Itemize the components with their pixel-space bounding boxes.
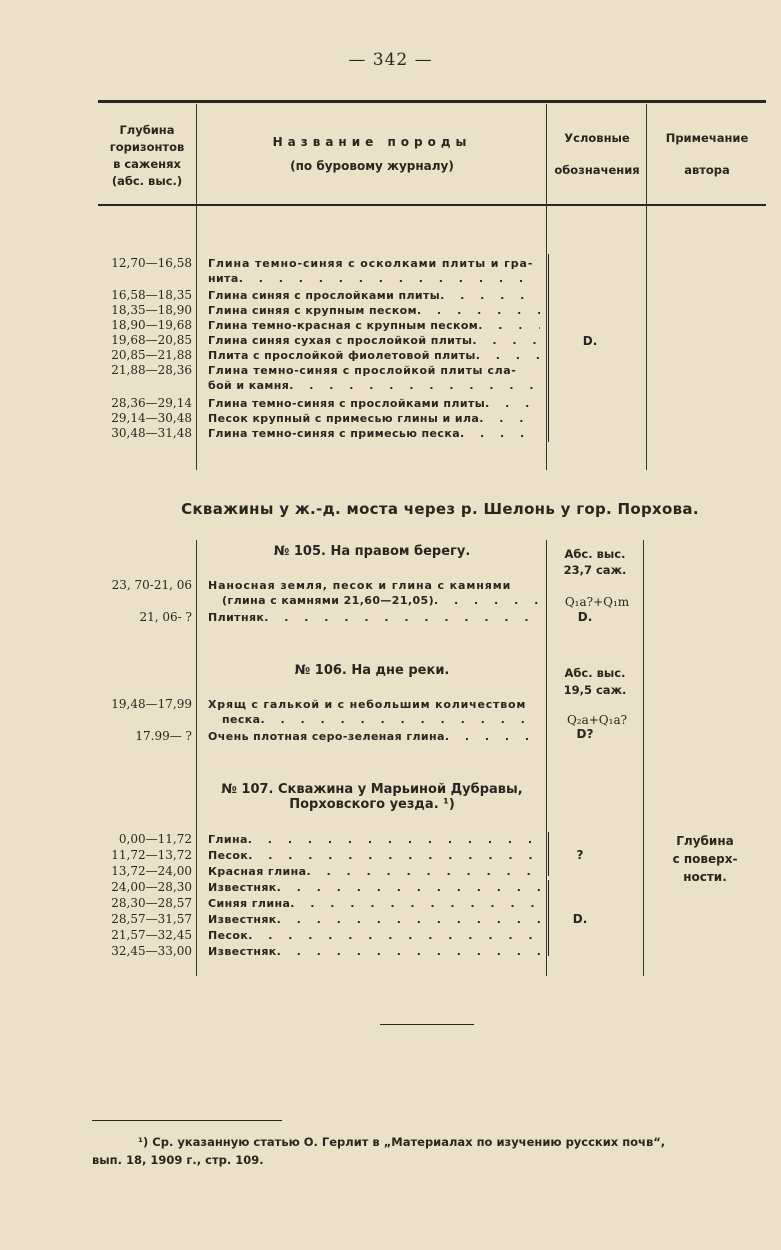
well-106-abs-2: 19,5 саж. <box>563 683 627 697</box>
depth-cell: 11,72—13,72 <box>111 848 192 862</box>
depth-cell: 19,68—20,85 <box>111 333 192 347</box>
depth-cell: 13,72—24,00 <box>111 864 192 878</box>
depth-cell: 32,45—33,00 <box>111 944 192 958</box>
column-divider <box>646 104 647 470</box>
rock-cell: Глина синяя с крупным песком . . . <box>208 303 540 318</box>
end-separator <box>380 1024 474 1025</box>
rock-cell: Глина темно-красная с крупным песком . . . <box>208 318 540 333</box>
rock-cell: Известняк . . . <box>208 912 540 927</box>
well-107-title: № 107. Скважина у Марьиной Дубравы, Порховского уезда. ¹) <box>221 782 523 812</box>
rock-cell: Песок . . . <box>208 928 540 943</box>
header-note-2: автора <box>684 163 730 177</box>
page-number: — 342 — <box>348 50 433 70</box>
header-symbols-1: Условные <box>564 131 630 145</box>
rock-cell: Хрящ с галькой и с небольшим количеством песка . . . <box>208 697 540 727</box>
rock-cell: Синяя глина . . . <box>208 896 540 911</box>
depth-cell: 12,70—16,58 <box>111 256 192 270</box>
rock-cell: Плитняк . . . <box>208 610 540 625</box>
author-note: Глубина с поверх- ности. <box>672 834 738 884</box>
header-note-1: Примечание <box>665 131 749 145</box>
depth-cell: 17.99— ? <box>135 729 192 743</box>
symbol-cell: ? <box>576 848 584 862</box>
header-symbols-2: обозначения <box>554 163 640 177</box>
depth-cell: 28,30—28,57 <box>111 896 192 910</box>
bracket <box>540 254 549 442</box>
rock-cell: Плита с прослойкой фиолетовой плиты . . . <box>208 348 540 363</box>
rock-cell: Известняк . . . <box>208 880 540 895</box>
symbol-cell: D. <box>572 912 588 926</box>
rock-cell: Наносная земля, песок и глина с камнями (глина с камнями 21,60—21,05) . . . <box>208 578 540 608</box>
symbol-cell: D? <box>576 727 594 741</box>
symbol-cell: Q₂a+Q₁a? <box>566 713 628 727</box>
section-title: Скважины у ж.-д. моста через р. Шелонь у гор. Порхова. <box>181 500 699 518</box>
depth-cell: 28,36—29,14 <box>111 396 192 410</box>
header-rock-name: Название породы <box>272 135 472 149</box>
rock-cell: Глина синяя сухая с прослойкой плиты . . . <box>208 333 540 348</box>
depth-cell: 28,57—31,57 <box>111 912 192 926</box>
rock-cell: Глина темно-синяя с прослойкой плиты сла- бой и камня . . . <box>208 363 540 393</box>
symbol-cell: Q₁a?+Q₁m <box>564 595 630 609</box>
symbol-cell: D. <box>577 610 593 624</box>
depth-cell: 30,48—31,48 <box>111 426 192 440</box>
well-106-title: № 106. На дне реки. <box>294 663 450 678</box>
depth-cell: 21, 06- ? <box>139 610 192 624</box>
rock-cell: Глина темно-синяя с осколками плиты и гра- нита . . . <box>208 256 540 286</box>
column-divider <box>196 540 197 976</box>
rock-cell: Глина . . . <box>208 832 540 847</box>
depth-cell: 21,57—32,45 <box>111 928 192 942</box>
bracket <box>540 832 549 876</box>
rock-cell: Песок . . . <box>208 848 540 863</box>
depth-cell: 18,35—18,90 <box>111 303 192 317</box>
rock-cell: Глина темно-синяя с примесью песка . . . <box>208 426 540 441</box>
well-105-abs-2: 23,7 саж. <box>563 563 627 577</box>
column-divider <box>196 104 197 470</box>
header-depth: Глубина горизонтов в саженях (абс. выс.) <box>109 123 185 188</box>
header-bottom-rule <box>98 204 766 206</box>
rock-cell: Песок крупный с примесью глины и ила . . . <box>208 411 540 426</box>
symbol-cell: D. <box>582 334 598 348</box>
depth-cell: 18,90—19,68 <box>111 318 192 332</box>
well-105-title: № 105. На правом берегу. <box>273 544 471 559</box>
depth-cell: 29,14—30,48 <box>111 411 192 425</box>
header-rock-name-sub: (по буровому журналу) <box>290 159 454 173</box>
footnote-rule <box>92 1120 282 1121</box>
depth-cell: 19,48—17,99 <box>111 697 192 711</box>
footnote: ¹) Ср. указанную статью О. Герлит в „Материалах по изучению русских почв“, вып. 18, 1909 г., стр. 109. <box>92 1135 666 1167</box>
well-106-abs-1: Абс. выс. <box>564 666 626 680</box>
table-top-rule <box>98 100 766 103</box>
rock-cell: Известняк . . . <box>208 944 540 959</box>
rock-cell: Глина темно-синяя с прослойками плиты . . . <box>208 396 540 411</box>
depth-cell: 16,58—18,35 <box>111 288 192 302</box>
rock-cell: Глина синяя с прослойками плиты . . . <box>208 288 540 303</box>
rock-cell: Очень плотная серо-зеленая глина . . . <box>208 729 540 744</box>
depth-cell: 21,88—28,36 <box>111 363 192 377</box>
rock-cell: Красная глина . . . <box>208 864 540 879</box>
depth-cell: 24,00—28,30 <box>111 880 192 894</box>
well-105-abs-1: Абс. выс. <box>564 547 626 561</box>
depth-cell: 23, 70-21, 06 <box>111 578 192 592</box>
bracket <box>540 880 549 956</box>
depth-cell: 0,00—11,72 <box>118 832 192 846</box>
depth-cell: 20,85—21,88 <box>111 348 192 362</box>
